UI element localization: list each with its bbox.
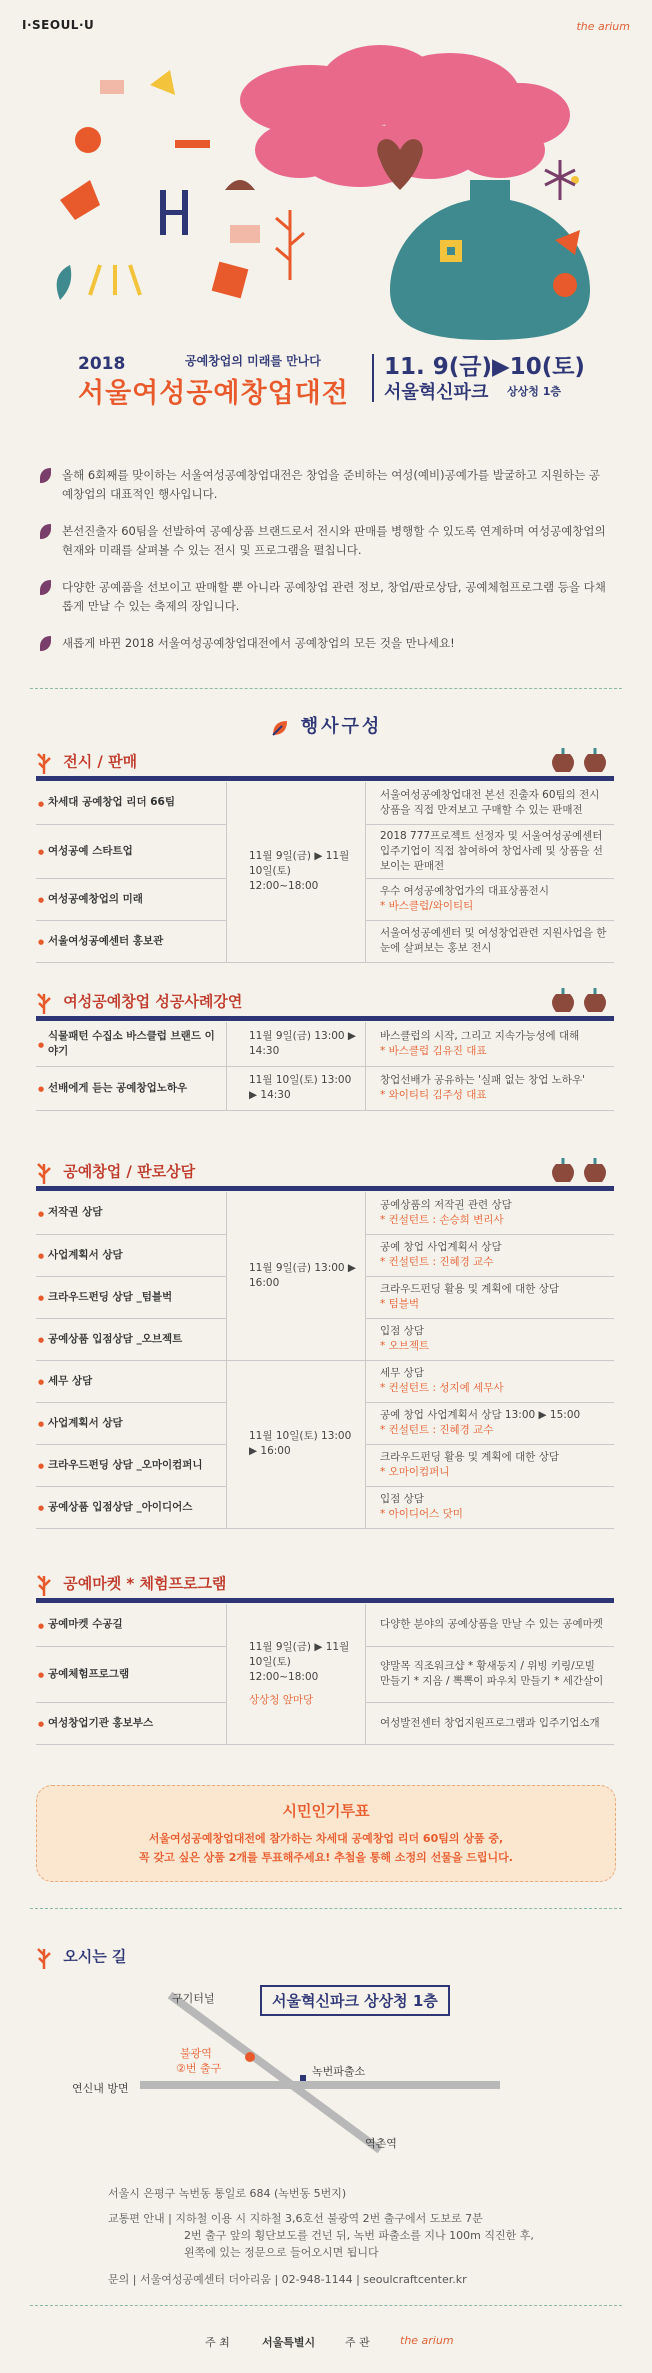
table-row	[36, 1022, 614, 1066]
map-label-station: 불광역	[180, 2047, 212, 2060]
arium-logo: the arium	[576, 20, 630, 33]
program-desc: 크라우드펀딩 활용 및 계획에 대한 상담 * 오마이컴퍼니	[366, 1444, 615, 1486]
program-name: ● 여성공예 스타트업	[36, 824, 227, 878]
program-time	[227, 782, 366, 962]
program-heading: 행사구성	[0, 712, 652, 738]
map-label-gugi: 구기터널	[172, 1992, 215, 2005]
program-desc: 입점 상담 * 오브젝트	[366, 1318, 615, 1360]
divider	[30, 2305, 622, 2306]
program-name: ● 크라우드펀딩 상담 _오마이컴퍼니	[36, 1444, 227, 1486]
map-label-yeokchon: 역촌역	[365, 2137, 397, 2150]
program-name: ● 크라우드펀딩 상담 _텀블벅	[36, 1276, 227, 1318]
consult-table	[36, 1192, 614, 1529]
map-label-exit: ②번 출구	[176, 2062, 222, 2075]
program-name: ● 공예체험프로그램	[36, 1646, 227, 1702]
seoul-logo: I·SEOUL·U	[22, 18, 95, 32]
transit-3: 왼쪽에 있는 정문으로 들어오시면 됩니다	[184, 2246, 379, 2259]
footer	[0, 2330, 652, 2360]
program-name: ● 식물패턴 수집소 바스클럽 브랜드 이야기	[36, 1022, 227, 1066]
section-bar	[36, 1186, 614, 1191]
program-desc: 서울여성공예창업대전 본선 진출자 60팀의 전시 상품을 직접 만져보고 구매할 수 있는 판매전	[366, 782, 615, 824]
program-name: ● 차세대 공예창업 리더 66팀	[36, 782, 227, 824]
section-bar	[36, 776, 614, 781]
intro-item: 본선진출자 60팀을 선발하여 공예상품 브랜드로서 전시와 판매를 병행할 수 있도록 연계하며 여성공예창업의 현재와 미래를 살펴볼 수 있는 전시 및 프로그램을 펼칩니다.	[40, 522, 610, 560]
program-name: ● 세무 상담	[36, 1360, 227, 1402]
intro-item: 다양한 공예품을 선보이고 판매할 뿐 아니라 공예창업 관련 정보, 창업/판로상담, 공예체험프로그램 등을 다채롭게 만날 수 있는 축제의 장입니다.	[40, 578, 610, 616]
transit-label: 교통편 안내	[108, 2212, 165, 2225]
pots-icon	[548, 748, 612, 774]
organizer-name: the arium	[400, 2334, 454, 2347]
contact-label: 문의	[108, 2273, 130, 2286]
program-name: ● 공예마켓 수공길	[36, 1604, 227, 1646]
vote-title: 시민인기투표	[282, 1802, 370, 1820]
tree-icon	[36, 750, 52, 774]
program-time: 11월 9일(금) 13:00 ▶ 14:30	[227, 1022, 366, 1066]
program-note: * 컨설턴트 : 손승희 변리사	[380, 1213, 504, 1226]
table-row	[36, 1604, 614, 1646]
tree-icon	[36, 1572, 52, 1596]
program-name: ● 여성창업기관 홍보부스	[36, 1702, 227, 1744]
program-desc: 크라우드펀딩 활용 및 계획에 대한 상담 * 텀블벅	[366, 1276, 615, 1318]
section-bar	[36, 1016, 614, 1021]
leaf-icon	[40, 468, 51, 483]
map-label-bus: 녹번파출소	[312, 2065, 366, 2078]
program-name: ● 서울여성공예센터 홍보관	[36, 920, 227, 962]
program-desc: 공예 창업 사업계획서 상담 * 컨설턴트 : 진혜경 교수	[366, 1234, 615, 1276]
program-desc: 다양한 분야의 공예상품을 만날 수 있는 공예마켓	[366, 1604, 615, 1646]
program-time: 11월 10일(토) 13:00 ▶ 14:30	[227, 1066, 366, 1110]
map-venue-label: 서울혁신파크 상상청 1층	[260, 1985, 450, 2016]
tree-icon	[36, 990, 52, 1014]
map-label-yeonsinnae: 연신내 방면	[72, 2082, 129, 2095]
program-note: * 컨설턴트 : 진혜경 교수	[380, 1424, 494, 1436]
event-venue-sub: 상상청 1층	[507, 385, 561, 398]
location-map	[72, 1985, 580, 2160]
section-title-lecture: 여성공예창업 성공사례강연	[36, 990, 242, 1014]
intro-item: 올해 6회째를 맞이하는 서울여성공예창업대전은 창업을 준비하는 여성(예비)공예가를 발굴하고 지원하는 공예창업의 대표적인 행사입니다.	[40, 466, 610, 504]
host-name: 서울특별시	[262, 2336, 316, 2349]
event-venue: 서울혁신파크	[384, 382, 489, 403]
program-note: * 컨설턴트 : 성지예 세무사	[380, 1382, 504, 1394]
address-block: 서울시 은평구 녹번동 통일로 684 (녹번동 5번지) 교통편 안내 | 지하철 이용 시 지하철 3,6호선 불광역 2번 출구에서 도보로 7분 2번 출구 앞의 횡단보도를 건넌 뒤, 녹번 파출소를 지나 100m 직진한 후, 왼쪽에 있는 정문으로 들어오시면 됩니다 문의 | 서울여성공예센터 더아리움 | 02-948-1144 | seoulcraftcenter.kr	[108, 2187, 534, 2286]
market-table	[36, 1604, 614, 1745]
program-desc: 우수 여성공예창업가의 대표상품전시 * 바스클럽/와이티티	[366, 878, 615, 920]
leaf-mark-icon	[270, 718, 290, 738]
pots-icon	[548, 1158, 612, 1184]
vote-line-1: 서울여성공예창업대전에 참가하는 차세대 공예창업 리더 60팀의 상품 중,	[148, 1832, 504, 1845]
program-name: ● 선배에게 듣는 공예창업노하우	[36, 1066, 227, 1110]
section-title-exhibit: 전시 / 판매	[36, 750, 137, 774]
event-title: 서울여성공예창업대전	[78, 378, 349, 409]
program-desc: 세무 상담 * 컨설턴트 : 성지예 세무사	[366, 1360, 615, 1402]
section-bar	[36, 1598, 614, 1603]
program-note: * 와이티티 김주성 대표	[380, 1089, 487, 1101]
transit-2: 2번 출구 앞의 횡단보도를 건넌 뒤, 녹번 파출소를 지나 100m 직진한 후,	[184, 2229, 534, 2242]
program-desc: 공예 창업 사업계획서 상담 13:00 ▶ 15:00 * 컨설턴트 : 진혜경 교수	[366, 1402, 615, 1444]
pots-icon	[548, 988, 612, 1014]
intro-item: 새롭게 바뀐 2018 서울여성공예창업대전에서 공예창업의 모든 것을 만나세요!	[40, 634, 610, 653]
program-name: ● 사업계획서 상담	[36, 1402, 227, 1444]
program-time: 11월 9일(금) 13:00 ▶ 16:00	[227, 1192, 366, 1360]
program-time: 11월 10일(토) 13:00 ▶ 16:00	[227, 1360, 366, 1528]
organizer-label: 주 관	[345, 2336, 370, 2349]
time-note: 상상청 앞마당	[249, 1693, 314, 1706]
program-note: * 오브젝트	[380, 1340, 430, 1352]
leaf-icon	[40, 580, 51, 595]
program-desc: 양말목 직조워크샵 * 황새둥지 / 위빙 키링/모빌 만들기 * 지음 / 뽁뽁이 파우치 만들기 * 세간살이	[366, 1646, 615, 1702]
event-dates: 11. 9(금)▶10(토)	[384, 354, 585, 380]
program-name: ● 공예상품 입점상담 _아이디어스	[36, 1486, 227, 1528]
tree-icon	[36, 1160, 52, 1184]
program-note: * 아이디어스 닷미	[380, 1508, 463, 1520]
lecture-table	[36, 1022, 614, 1111]
table-row	[36, 1360, 614, 1402]
program-name: ● 사업계획서 상담	[36, 1234, 227, 1276]
tree-icon	[36, 1945, 52, 1969]
hero-illustration	[0, 40, 652, 340]
divider	[30, 1908, 622, 1909]
program-desc: 2018 777프로젝트 선정자 및 서울여성공예센터 입주기업이 직접 참여하여 창업사례 및 상품을 선보이는 판매전	[366, 824, 615, 878]
vase-shape	[390, 180, 590, 340]
program-desc: 공예상품의 저작권 관련 상담 * 컨설턴트 : 손승희 변리사	[366, 1192, 615, 1234]
section-title-consult: 공예창업 / 판로상담	[36, 1160, 195, 1184]
time-text: 11월 9일(금) ▶ 11월 10일(토) 12:00~18:00	[249, 850, 350, 893]
exhibit-table	[36, 782, 614, 963]
leaf-icon	[40, 524, 51, 539]
program-desc: 여성발전센터 창업지원프로그램과 입주기업소개	[366, 1702, 615, 1744]
address-text: 서울시 은평구 녹번동 통일로 684 (녹번동 5번지)	[108, 2187, 347, 2200]
divider	[30, 688, 622, 689]
table-row	[36, 1192, 614, 1234]
program-note: * 바스클럽/와이티티	[380, 900, 474, 912]
table-row	[36, 1066, 614, 1110]
program-note: * 오마이컴퍼니	[380, 1466, 450, 1478]
host-label: 주 최	[205, 2336, 230, 2349]
contact-info: 서울여성공예센터 더아리움 | 02-948-1144 | seoulcraftcenter.kr	[139, 2273, 467, 2286]
event-title-block	[0, 338, 652, 418]
program-desc: 입점 상담 * 아이디어스 닷미	[366, 1486, 615, 1528]
program-note: * 컨설턴트 : 진혜경 교수	[380, 1256, 494, 1268]
program-desc: 바스클럽의 시작, 그리고 지속가능성에 대해 * 바스클럽 김유진 대표	[366, 1022, 615, 1066]
program-note: * 텀블벅	[380, 1298, 420, 1310]
vote-line-2: 꼭 갖고 싶은 상품 2개를 투표해주세요! 추첨을 통해 소정의 선물을 드립니다.	[139, 1851, 513, 1864]
citizen-vote-box	[36, 1785, 616, 1882]
title-divider	[372, 354, 374, 402]
program-name: ● 공예상품 입점상담 _오브젝트	[36, 1318, 227, 1360]
program-name: ● 여성공예창업의 미래	[36, 878, 227, 920]
program-time: 11월 9일(금) ▶ 11월 10일(토) 12:00~18:00 상상청 앞마당	[227, 1604, 366, 1744]
directions-title: 오시는 길	[36, 1945, 126, 1969]
program-note: * 바스클럽 김유진 대표	[380, 1044, 487, 1057]
section-title-market: 공예마켓 * 체험프로그램	[36, 1572, 226, 1596]
event-subtitle: 공예창업의 미래를 만나다	[185, 354, 321, 368]
table-row	[36, 782, 614, 824]
intro-list	[40, 466, 610, 671]
event-year: 2018	[78, 354, 126, 374]
program-desc: 서울여성공예센터 및 여성창업관련 지원사업을 한눈에 살펴보는 홍보 전시	[366, 920, 615, 962]
program-name: ● 저작권 상담	[36, 1192, 227, 1234]
program-desc: 창업선배가 공유하는 '실패 없는 창업 노하우' * 와이티티 김주성 대표	[366, 1066, 615, 1110]
leaf-icon	[40, 636, 51, 651]
transit-1: 지하철 이용 시 지하철 3,6호선 불광역 2번 출구에서 도보로 7분	[175, 2212, 483, 2225]
